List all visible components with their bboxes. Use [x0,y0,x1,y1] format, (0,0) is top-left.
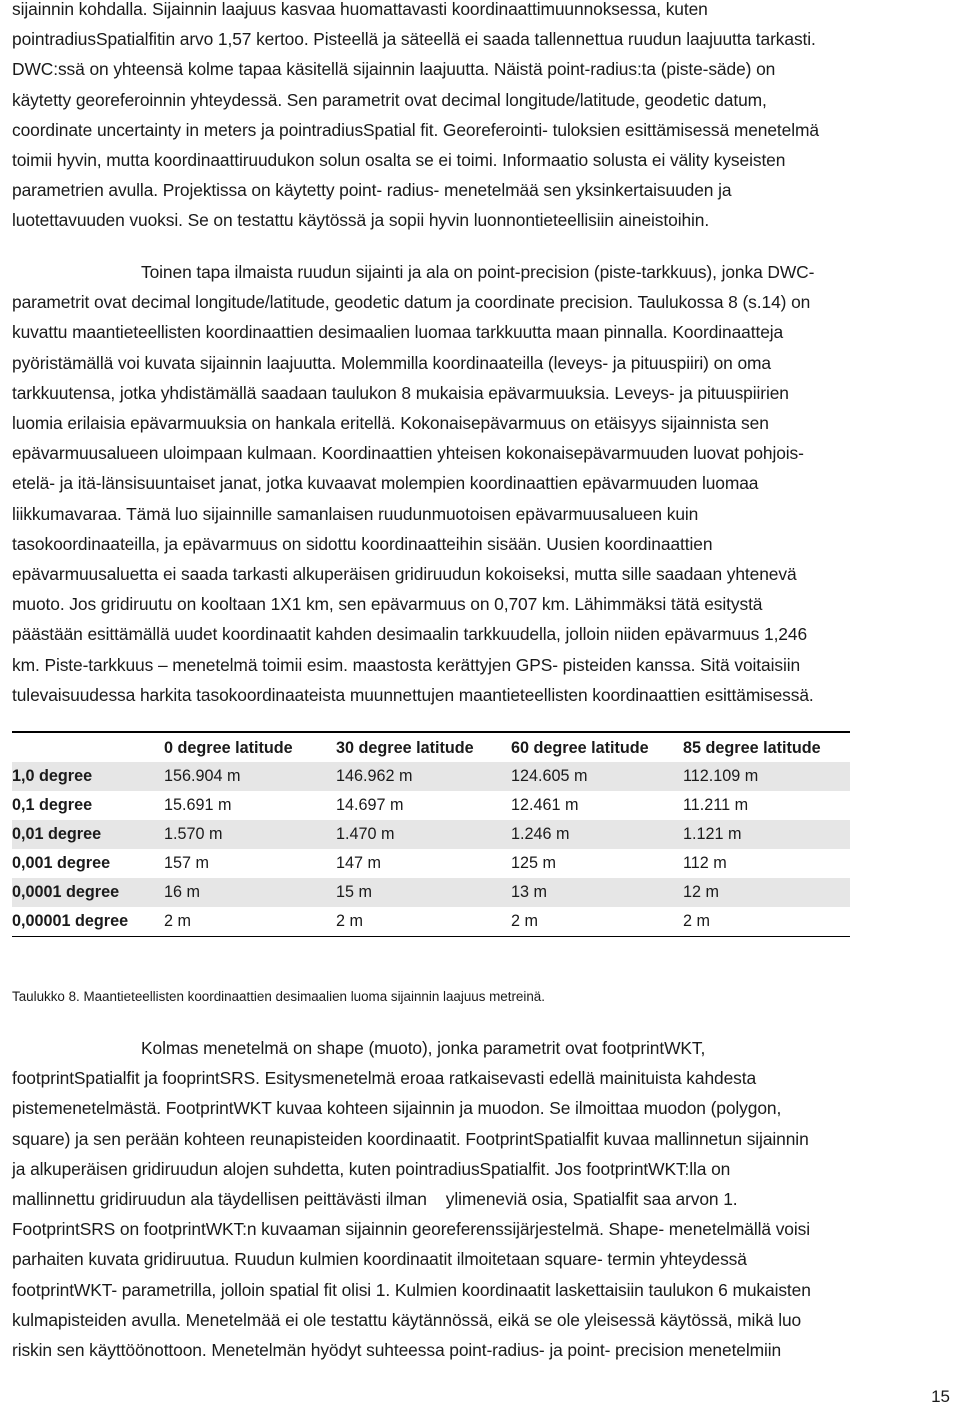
text-line: Toinen tapa ilmaista ruudun sijainti ja ala on point-precision (piste-tarkkuus), jonka DWC- [141,262,815,282]
table-cell: 11.211 m [683,796,749,814]
table-cell: 1.121 m [683,825,742,843]
table-cell: 112.109 m [683,767,759,785]
text-line: DWC:ssä on yhteensä kolme tapaa käsitellä sijainnin laajuutta. Näistä point-radius:ta (piste-säde) on [12,59,776,80]
table-header-cell [12,732,164,762]
table-header-cell: 85 degree latitude [683,739,821,757]
table-row-header: 0,001 degree [12,854,111,872]
text-line: päästään esittämällä uudet koordinaatit kahden desimaalin tarkkuudella, jolloin niiden epävarmuus 1,246 [12,624,808,645]
precision-table [12,731,850,937]
table-cell: 1.570 m [164,825,223,843]
table-row [12,820,850,849]
text-line: pistemenetelmästä. FootprintWKT kuvaa kohteen sijainnin ja muodon. Se ilmoittaa muodon (polygon, [12,1098,782,1119]
table-row [12,791,850,820]
text-line: footprintWKT- parametrilla, jolloin spatial fit olisi 1. Kulmien koordinaatit laskettaisiin taulukon 6 mukaisten [12,1279,811,1300]
table-cell: 14.697 m [336,796,404,814]
text-line: liikkumavaraa. Tämä luo sijainnille samanlaisen ruudunmuotoisen epävarmuusalueen kuin [12,503,699,524]
table-cell: 146.962 m [336,767,413,785]
table-cell: 15.691 m [164,796,232,814]
table-cell: 12.461 m [511,796,579,814]
text-line: parhaiten kuvata gridiruutua. Ruudun kulmien koordinaatit ilmoitetaan square- termin yhteydessä [12,1249,747,1270]
text-line: riskin sen käyttöönottoon. Menetelmän hyödyt suhteessa point-radius- ja point- precision menetelmiin [12,1340,782,1361]
text-line: Kolmas menetelmä on shape (muoto), jonka parametrit ovat footprintWKT, [141,1038,706,1058]
text-line: mallinnettu gridiruudun ala täydellisen peittävästi ilman ylimeneviä osia, Spatialfit saa arvon 1. [12,1189,738,1210]
text-line: km. Piste-tarkkuus – menetelmä toimii esim. maastosta kerättyjen GPS- pisteiden kanssa. Sitä voitaisiin [12,654,801,675]
text-line: käytetty georeferoinnin yhteydessä. Sen parametrit ovat decimal longitude/latitude, geodetic datum, [12,89,767,110]
paragraph-top [12,0,952,236]
text-line: epävarmuusalueen uloimpaan kulmaan. Koordinaattien yhteisen kokonaisepävarmuuden luovat pohjois- [12,443,804,464]
table-cell: 13 m [511,883,547,901]
text-line: square) ja sen perään kohteen reunapisteiden koordinaatit. FootprintSpatialfit kuvaa mallinnetun sijainnin [12,1128,809,1149]
text-line: tulevaisuudessa harkita tasokoordinaateista muunnettujen maantieteellisten koordinaattien esittämisessä. [12,684,814,705]
paragraph-point-precision [12,257,952,710]
table-cell: 112 m [683,854,727,872]
text-line: tarkkuutensa, jotka yhdistämällä saadaan taulukon 8 mukaisia epävarmuuksia. Leveys- ja pituuspiirien [12,382,789,403]
text-line: footprintSpatialfit ja fooprintSRS. Esitysmenetelmä eroaa ratkaisevasti edellä mainituista kahdesta [12,1068,757,1089]
text-line: toimii hyvin, mutta koordinaattiruudukon solun osalta se ei toimi. Informaatio solusta ei välity kyseisten [12,150,786,171]
table-header-cell: 30 degree latitude [336,739,474,757]
table-cell: 2 m [336,912,363,930]
text-line: kuvattu maantieteellisten koordinaattien desimaalien luomaa tarkkuutta maan pinnalla. Koordinaatteja [12,322,784,343]
text-line: muoto. Jos gridiruutu on kooltaan 1X1 km, sen epävarmuus on 0,707 km. Lähimmäksi tätä esitystä [12,594,763,615]
text-line: ja alkuperäisen gridiruudun alojen suhdetta, kuten pointradiusSpatialfit. Jos footprintWKT:lla on [12,1158,731,1179]
table-cell: 124.605 m [511,767,588,785]
table-cell: 1.246 m [511,825,570,843]
table-cell: 12 m [683,883,719,901]
table-cell: 15 m [336,883,372,901]
text-line: epävarmuusaluetta ei saada tarkasti alkuperäisen gridiruudun kokoiseksi, mutta sille saadaan yhtenevä [12,564,797,585]
table-row-header: 0,00001 degree [12,912,129,930]
table-row-header: 0,01 degree [12,825,102,843]
table-row-header: 0,0001 degree [12,883,120,901]
table-row [12,878,850,907]
table-row [12,762,850,791]
table-cell: 156.904 m [164,767,241,785]
text-line: luomia erilaisia epävarmuuksia on hankala eritellä. Kokonaisepävarmuus on etäisyys sijainnista sen [12,413,769,434]
table-cell: 1.470 m [336,825,395,843]
text-line: parametrit ovat decimal longitude/latitude, geodetic datum ja coordinate precision. Taulukossa 8 (s.14) on [12,292,811,313]
table-row [12,907,850,937]
table-row [12,849,850,878]
table-header-row [12,732,850,762]
table-row-header: 0,1 degree [12,796,93,814]
table-cell: 16 m [164,883,200,901]
table-cell: 2 m [511,912,538,930]
table-header-cell: 0 degree latitude [164,739,293,757]
table-caption: Taulukko 8. Maantieteellisten koordinaattien desimaalien luoma sijainnin laajuus metreinä. [12,989,545,1004]
text-line: sijainnin kohdalla. Sijainnin laajuus kasvaa huomattavasti koordinaattimuunnoksessa, kuten [12,0,708,19]
text-line: parametrien avulla. Projektissa on käytetty point- radius- menetelmää sen yksinkertaisuuden ja [12,180,732,201]
table-cell: 2 m [164,912,191,930]
text-line: kulmapisteiden avulla. Menetelmää ei ole testattu käytännössä, eikä se ole yleisessä käytössä, mikä luo [12,1309,802,1330]
table-cell: 2 m [683,912,710,930]
table-cell: 147 m [336,854,381,872]
page-number: 15 [931,1387,950,1406]
text-line: coordinate uncertainty in meters ja pointradiusSpatial fit. Georeferointi- tuloksien esittämisessä menetelmä [12,119,819,140]
text-line: pointradiusSpatialfitin arvo 1,57 kertoo. Pisteellä ja säteellä ei saada tallennettua ruudun laajuutta tarkasti. [12,29,816,50]
text-line: pyöristämällä voi kuvata sijainnin laajuutta. Molemmilla koordinaateilla (leveys- ja pituuspiiri) on oma [12,352,772,373]
table-row-header: 1,0 degree [12,767,93,785]
text-line: FootprintSRS on footprintWKT:n kuvaaman sijainnin georeferenssijärjestelmä. Shape- menetelmällä voisi [12,1219,810,1240]
text-line: etelä- ja itä-länsisuuntaiset janat, jotka kuvaavat molempien koordinaattien epävarmuuden luomaa [12,473,759,494]
table-cell: 125 m [511,854,556,872]
table-header-cell: 60 degree latitude [511,739,649,757]
text-line: luotettavuuden vuoksi. Se on testattu käytössä ja sopii hyvin luonnontieteellisiin aineistoihin. [12,210,710,231]
text-line: tasokoordinaateilla, ja epävarmuus on sidottu koordinaatteihin sisään. Uusien koordinaattien [12,533,713,554]
paragraph-shape [12,1033,952,1365]
table-cell: 157 m [164,854,209,872]
